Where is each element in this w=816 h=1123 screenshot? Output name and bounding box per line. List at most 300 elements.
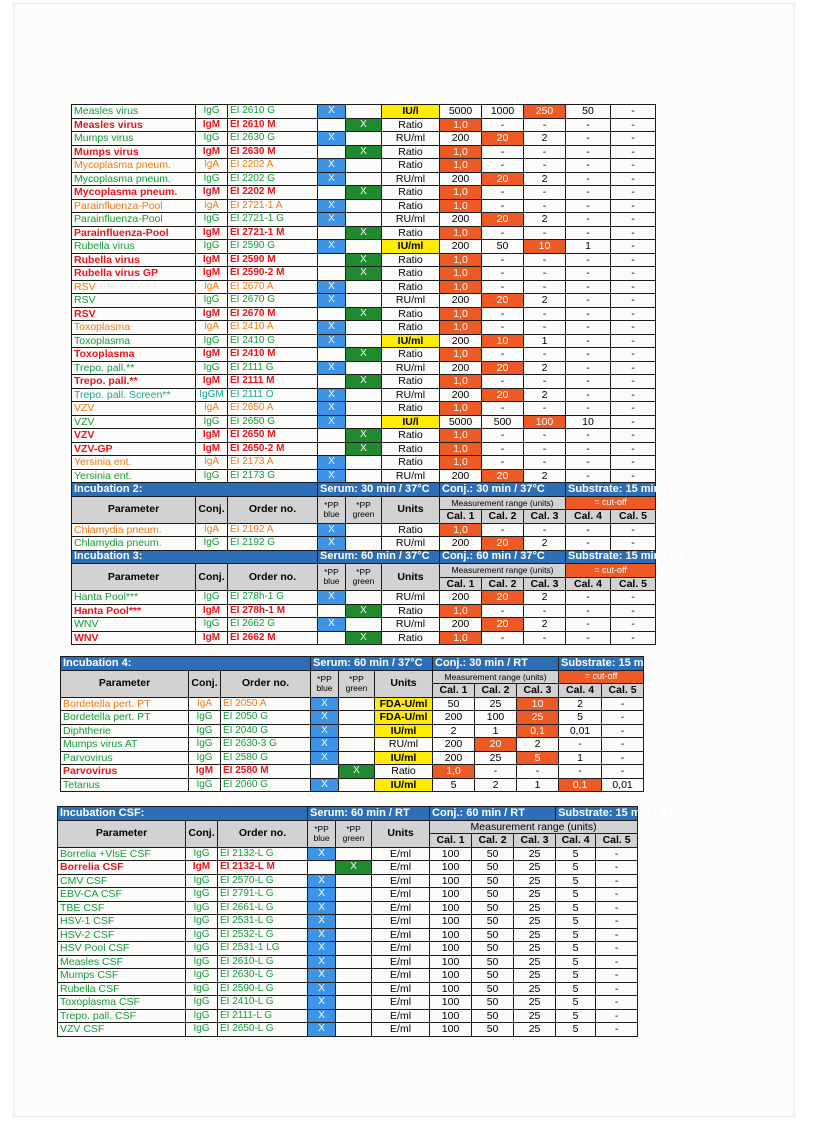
cal-2-cell: - bbox=[482, 402, 524, 416]
pp-green-cell bbox=[336, 847, 372, 861]
pp-blue-cell: X bbox=[318, 456, 346, 470]
conj-cell: IgM bbox=[196, 631, 228, 645]
units-cell: RU/ml bbox=[382, 618, 440, 632]
cal-3-cell: 2 bbox=[524, 213, 566, 227]
cal-3-cell: - bbox=[524, 145, 566, 159]
pp-green-cell: X bbox=[346, 186, 382, 200]
cal-4-cell: 5 bbox=[556, 901, 596, 915]
units-cell: Ratio bbox=[382, 523, 440, 537]
parameter-cell: RSV bbox=[72, 307, 196, 321]
cal-2-cell: 10 bbox=[482, 334, 524, 348]
conj-cell: IgG bbox=[196, 361, 228, 375]
table-row bbox=[72, 253, 656, 267]
cal-1-cell: 200 bbox=[433, 751, 475, 765]
cal-1-cell: 1,0 bbox=[440, 631, 482, 645]
parameter-cell: Trepo. pall.** bbox=[72, 375, 196, 389]
cal-5-cell: - bbox=[602, 724, 644, 738]
parameter-cell: Mumps virus bbox=[72, 145, 196, 159]
pp-green-cell bbox=[339, 711, 375, 725]
pp-green-cell bbox=[346, 105, 382, 119]
order-no-cell: EI 2662 G bbox=[228, 618, 318, 632]
parameter-cell: Trepo. pall.** bbox=[72, 361, 196, 375]
header-cal-2: Cal. 2 bbox=[472, 834, 514, 848]
table-row bbox=[58, 874, 638, 888]
cal-1-cell: 1,0 bbox=[440, 321, 482, 335]
cal-2-cell: - bbox=[482, 199, 524, 213]
cal-3-cell: 10 bbox=[517, 697, 559, 711]
pp-green-cell: X bbox=[346, 226, 382, 240]
column-header-row bbox=[58, 820, 638, 834]
pp-blue-cell: X bbox=[308, 901, 336, 915]
order-no-cell: EI 2721-1 G bbox=[228, 213, 318, 227]
substrate-time: Substrate: 15 min / RT bbox=[566, 483, 656, 497]
cal-2-cell: 50 bbox=[472, 969, 514, 983]
cal-1-cell: 100 bbox=[430, 996, 472, 1010]
cal-4-cell: 5 bbox=[559, 711, 602, 725]
cal-3-cell: - bbox=[524, 118, 566, 132]
parameter-cell: Mumps CSF bbox=[58, 969, 186, 983]
parameter-cell: VZV bbox=[72, 415, 196, 429]
header-cal-2: Cal. 2 bbox=[482, 510, 524, 524]
cal-1-cell: 1,0 bbox=[440, 523, 482, 537]
parameter-cell: Parvovirus bbox=[61, 765, 189, 779]
header-cal-4: Cal. 4 bbox=[566, 510, 611, 524]
pp-green-cell: X bbox=[346, 375, 382, 389]
units-cell: Ratio bbox=[375, 765, 433, 779]
pp-blue-cell: X bbox=[318, 334, 346, 348]
cal-3-cell: 25 bbox=[517, 711, 559, 725]
pp-green-cell bbox=[336, 928, 372, 942]
parameter-cell: Toxoplasma bbox=[72, 348, 196, 362]
parameter-cell: EBV-CA CSF bbox=[58, 888, 186, 902]
order-no-cell: EI 2040 G bbox=[221, 724, 311, 738]
cal-3-cell: 25 bbox=[514, 996, 556, 1010]
conj-cell: IgG bbox=[186, 969, 218, 983]
header-cutoff-legend: = cut-off bbox=[559, 670, 644, 684]
cal-4-cell: 1 bbox=[559, 751, 602, 765]
cal-3-cell: 2 bbox=[524, 469, 566, 483]
cal-2-cell: - bbox=[482, 321, 524, 335]
pp-green-cell bbox=[336, 1009, 372, 1023]
cal-2-cell: 20 bbox=[482, 537, 524, 551]
header-order-no: Order no. bbox=[228, 564, 318, 591]
header-measurement-range: Measurement range (units) bbox=[440, 564, 566, 578]
cal-1-cell: 200 bbox=[440, 213, 482, 227]
pp-blue-cell bbox=[318, 267, 346, 281]
pp-green-cell: X bbox=[339, 765, 375, 779]
pp-blue-cell: X bbox=[318, 321, 346, 335]
cal-4-cell: 5 bbox=[556, 888, 596, 902]
table-row bbox=[72, 415, 656, 429]
cal-2-cell: 20 bbox=[482, 294, 524, 308]
header-units: Units bbox=[375, 670, 433, 697]
parameter-cell: VZV CSF bbox=[58, 1023, 186, 1037]
pp-green-cell bbox=[346, 213, 382, 227]
cal-5-cell: - bbox=[611, 348, 656, 362]
cal-4-cell: - bbox=[566, 334, 611, 348]
cal-3-cell: 5 bbox=[517, 751, 559, 765]
cal-5-cell: - bbox=[611, 402, 656, 416]
cal-5-cell: - bbox=[596, 982, 638, 996]
cal-2-cell: - bbox=[482, 307, 524, 321]
table-row bbox=[58, 928, 638, 942]
pp-green-cell bbox=[346, 172, 382, 186]
units-cell: E/ml bbox=[372, 901, 430, 915]
cal-5-cell: - bbox=[611, 159, 656, 173]
header-conj: Conj. bbox=[196, 564, 228, 591]
header-cal-5: Cal. 5 bbox=[602, 684, 644, 698]
cal-2-cell: - bbox=[482, 145, 524, 159]
header-order-no: Order no. bbox=[218, 820, 308, 847]
cal-5-cell: - bbox=[596, 1023, 638, 1037]
cal-1-cell: 1,0 bbox=[440, 442, 482, 456]
order-no-cell: EI 2570-L G bbox=[218, 874, 308, 888]
cal-1-cell: 1,0 bbox=[440, 456, 482, 470]
order-no-cell: EI 2590 G bbox=[228, 240, 318, 254]
cal-1-cell: 1,0 bbox=[440, 348, 482, 362]
table-row bbox=[72, 456, 656, 470]
conj-cell: IgG bbox=[186, 982, 218, 996]
cal-1-cell: 1,0 bbox=[440, 199, 482, 213]
units-cell: Ratio bbox=[382, 280, 440, 294]
cal-5-cell: - bbox=[611, 240, 656, 254]
cal-3-cell: - bbox=[524, 321, 566, 335]
header-cal-3: Cal. 3 bbox=[517, 684, 559, 698]
cal-5-cell: - bbox=[611, 591, 656, 605]
pp-blue-cell: X bbox=[318, 294, 346, 308]
pp-green-cell bbox=[339, 751, 375, 765]
header-cal-2: Cal. 2 bbox=[482, 577, 524, 591]
incubation-1-3-table bbox=[71, 104, 685, 645]
conj-cell: IgG bbox=[189, 738, 221, 752]
cal-4-cell: - bbox=[566, 402, 611, 416]
pp-green-cell bbox=[336, 982, 372, 996]
units-cell: FDA-U/ml bbox=[375, 711, 433, 725]
parameter-cell: VZV-GP bbox=[72, 442, 196, 456]
order-no-cell: EI 2630-L G bbox=[218, 969, 308, 983]
units-cell: E/ml bbox=[372, 969, 430, 983]
cal-5-cell: - bbox=[596, 847, 638, 861]
table-row bbox=[58, 901, 638, 915]
pp-blue-cell: X bbox=[318, 361, 346, 375]
cal-3-cell: 2 bbox=[524, 361, 566, 375]
parameter-cell: VZV bbox=[72, 402, 196, 416]
order-no-cell: EI 2721-1 M bbox=[228, 226, 318, 240]
pp-green-cell bbox=[346, 280, 382, 294]
cal-5-cell: - bbox=[611, 537, 656, 551]
units-cell: IU/ml bbox=[375, 778, 433, 792]
conj-time: Conj.: 60 min / RT bbox=[430, 807, 556, 821]
order-no-cell: EI 2670 A bbox=[228, 280, 318, 294]
pp-green-cell bbox=[339, 724, 375, 738]
cal-2-cell: 20 bbox=[475, 738, 517, 752]
pp-green-cell bbox=[339, 778, 375, 792]
pp-blue-cell bbox=[311, 765, 339, 779]
header-pp-green: *PP green bbox=[346, 564, 382, 591]
cal-2-cell: 20 bbox=[482, 388, 524, 402]
order-no-cell: EI 2650 A bbox=[228, 402, 318, 416]
cal-5-cell: - bbox=[611, 186, 656, 200]
cal-2-cell: 20 bbox=[482, 361, 524, 375]
cal-1-cell: 200 bbox=[440, 537, 482, 551]
cal-2-cell: 50 bbox=[472, 874, 514, 888]
table-row bbox=[72, 118, 656, 132]
incubation-csf-band bbox=[58, 807, 638, 821]
order-no-cell: EI 2610 G bbox=[228, 105, 318, 119]
cal-1-cell: 50 bbox=[433, 697, 475, 711]
header-conj: Conj. bbox=[189, 670, 221, 697]
header-pp-blue: *PP blue bbox=[318, 496, 346, 523]
incubation-csf-table bbox=[57, 806, 675, 1037]
cal-3-cell: 25 bbox=[514, 982, 556, 996]
cal-5-cell: - bbox=[596, 861, 638, 875]
table-row bbox=[72, 172, 656, 186]
cal-4-cell: 0,01 bbox=[559, 724, 602, 738]
cal-3-cell: - bbox=[524, 280, 566, 294]
cal-2-cell: 25 bbox=[475, 751, 517, 765]
pp-green-cell bbox=[346, 334, 382, 348]
cal-4-cell: - bbox=[566, 199, 611, 213]
cal-5-cell: - bbox=[611, 631, 656, 645]
cal-2-cell: 100 bbox=[475, 711, 517, 725]
cal-2-cell: 20 bbox=[482, 618, 524, 632]
header-cal-1: Cal. 1 bbox=[430, 834, 472, 848]
cal-4-cell: 1 bbox=[566, 240, 611, 254]
cal-1-cell: 100 bbox=[430, 915, 472, 929]
order-no-cell: EI 2662 M bbox=[228, 631, 318, 645]
pp-green-cell bbox=[346, 415, 382, 429]
cal-3-cell: - bbox=[524, 429, 566, 443]
cal-1-cell: 200 bbox=[440, 240, 482, 254]
cal-4-cell: - bbox=[566, 537, 611, 551]
units-cell: RU/ml bbox=[382, 537, 440, 551]
pp-green-cell bbox=[346, 159, 382, 173]
pp-blue-cell: X bbox=[318, 199, 346, 213]
order-no-cell: EI 2650-L G bbox=[218, 1023, 308, 1037]
units-cell: Ratio bbox=[382, 348, 440, 362]
header-cal-5: Cal. 5 bbox=[596, 834, 638, 848]
cal-4-cell: 5 bbox=[556, 874, 596, 888]
order-no-cell: EI 2650 M bbox=[228, 429, 318, 443]
parameter-cell: HSV-1 CSF bbox=[58, 915, 186, 929]
pp-blue-cell: X bbox=[318, 618, 346, 632]
cal-3-cell: 25 bbox=[514, 915, 556, 929]
header-cal-1: Cal. 1 bbox=[433, 684, 475, 698]
cal-2-cell: 20 bbox=[482, 132, 524, 146]
cal-5-cell: - bbox=[611, 429, 656, 443]
cal-2-cell: 50 bbox=[472, 955, 514, 969]
parameter-cell: Toxoplasma bbox=[72, 321, 196, 335]
order-no-cell: EI 2580 M bbox=[221, 765, 311, 779]
units-cell: Ratio bbox=[382, 186, 440, 200]
conj-cell: IgA bbox=[196, 199, 228, 213]
header-pp-green: *PP green bbox=[339, 670, 375, 697]
order-no-cell: EI 2610 M bbox=[228, 118, 318, 132]
header-cutoff-legend: = cut-off bbox=[566, 564, 656, 578]
header-cal-2: Cal. 2 bbox=[475, 684, 517, 698]
table-row bbox=[72, 321, 656, 335]
cal-3-cell: 25 bbox=[514, 928, 556, 942]
table-row bbox=[72, 442, 656, 456]
table-row bbox=[61, 738, 644, 752]
cal-1-cell: 100 bbox=[430, 969, 472, 983]
cal-4-cell: - bbox=[566, 375, 611, 389]
conj-cell: IgG bbox=[189, 724, 221, 738]
conj-cell: IgG bbox=[186, 847, 218, 861]
conj-cell: IgA bbox=[196, 159, 228, 173]
cal-5-cell: - bbox=[602, 751, 644, 765]
table-row bbox=[72, 388, 656, 402]
cal-1-cell: 1,0 bbox=[440, 307, 482, 321]
parameter-cell: RSV bbox=[72, 280, 196, 294]
pp-green-cell bbox=[346, 402, 382, 416]
cal-2-cell: 50 bbox=[472, 982, 514, 996]
parameter-cell: Borrelia CSF bbox=[58, 861, 186, 875]
pp-green-cell: X bbox=[346, 253, 382, 267]
conj-cell: IgG bbox=[186, 1023, 218, 1037]
table-row bbox=[72, 429, 656, 443]
table-row bbox=[72, 604, 656, 618]
units-cell: FDA-U/ml bbox=[375, 697, 433, 711]
parameter-cell: Measles virus bbox=[72, 105, 196, 119]
cal-4-cell: - bbox=[566, 280, 611, 294]
table-row bbox=[72, 226, 656, 240]
table-row bbox=[58, 1009, 638, 1023]
cal-3-cell: - bbox=[524, 186, 566, 200]
table-row bbox=[58, 915, 638, 929]
cal-3-cell: 0,1 bbox=[517, 724, 559, 738]
parameter-cell: Measles CSF bbox=[58, 955, 186, 969]
conj-cell: IgA bbox=[196, 523, 228, 537]
cal-5-cell: - bbox=[596, 915, 638, 929]
table-row bbox=[61, 724, 644, 738]
order-no-cell: EI 2590 M bbox=[228, 253, 318, 267]
cal-1-cell: 200 bbox=[433, 738, 475, 752]
cal-2-cell: 50 bbox=[472, 861, 514, 875]
pp-blue-cell: X bbox=[308, 915, 336, 929]
cal-1-cell: 200 bbox=[440, 591, 482, 605]
cal-4-cell: 5 bbox=[556, 928, 596, 942]
cal-5-cell: - bbox=[596, 888, 638, 902]
cal-5-cell: - bbox=[596, 969, 638, 983]
pp-blue-cell: X bbox=[311, 711, 339, 725]
cal-3-cell: - bbox=[524, 631, 566, 645]
cal-5-cell: - bbox=[611, 334, 656, 348]
cal-4-cell: - bbox=[566, 159, 611, 173]
table-row bbox=[72, 159, 656, 173]
pp-green-cell bbox=[336, 1023, 372, 1037]
cal-4-cell: - bbox=[566, 132, 611, 146]
serum-time: Serum: 60 min / 37°C bbox=[311, 657, 433, 671]
cal-3-cell: 25 bbox=[514, 942, 556, 956]
units-cell: E/ml bbox=[372, 1009, 430, 1023]
table-row bbox=[72, 618, 656, 632]
pp-blue-cell: X bbox=[308, 1009, 336, 1023]
pp-blue-cell: X bbox=[311, 724, 339, 738]
header-parameter: Parameter bbox=[72, 564, 196, 591]
cal-1-cell: 100 bbox=[430, 955, 472, 969]
units-cell: Ratio bbox=[382, 429, 440, 443]
cal-5-cell: - bbox=[611, 604, 656, 618]
cal-3-cell: - bbox=[524, 226, 566, 240]
cal-4-cell: - bbox=[566, 456, 611, 470]
units-cell: E/ml bbox=[372, 982, 430, 996]
table-row bbox=[72, 105, 656, 119]
order-no-cell: EI 2410 A bbox=[228, 321, 318, 335]
conj-cell: IgG bbox=[196, 537, 228, 551]
parameter-cell: Mumps virus bbox=[72, 132, 196, 146]
cal-2-cell: - bbox=[482, 267, 524, 281]
conj-cell: IgG bbox=[186, 901, 218, 915]
conj-time: Conj.: 30 min / 37°C bbox=[440, 483, 566, 497]
conj-cell: IgM bbox=[196, 253, 228, 267]
pp-green-cell bbox=[336, 888, 372, 902]
cal-4-cell: - bbox=[566, 213, 611, 227]
cal-2-cell: 50 bbox=[472, 901, 514, 915]
units-cell: IU/l bbox=[382, 105, 440, 119]
order-no-cell: EI 2532-L G bbox=[218, 928, 308, 942]
order-no-cell: EI 2531-L G bbox=[218, 915, 308, 929]
conj-cell: IgM bbox=[196, 375, 228, 389]
cal-5-cell: - bbox=[611, 226, 656, 240]
table-row bbox=[58, 847, 638, 861]
cal-3-cell: 25 bbox=[514, 847, 556, 861]
cal-4-cell: - bbox=[566, 361, 611, 375]
column-header-row bbox=[61, 670, 644, 684]
order-no-cell: EI 2410 G bbox=[228, 334, 318, 348]
units-cell: E/ml bbox=[372, 888, 430, 902]
table-row bbox=[72, 145, 656, 159]
serum-time: Serum: 60 min / 37°C bbox=[318, 550, 440, 564]
order-no-cell: EI 2111 M bbox=[228, 375, 318, 389]
units-cell: E/ml bbox=[372, 874, 430, 888]
cal-4-cell: - bbox=[566, 631, 611, 645]
table-row bbox=[72, 213, 656, 227]
cal-3-cell: - bbox=[524, 159, 566, 173]
cal-1-cell: 1,0 bbox=[440, 375, 482, 389]
conj-time: Conj.: 60 min / 37°C bbox=[440, 550, 566, 564]
parameter-cell: Rubella virus GP bbox=[72, 267, 196, 281]
table-row bbox=[72, 199, 656, 213]
parameter-cell: TBE CSF bbox=[58, 901, 186, 915]
cal-4-cell: 5 bbox=[556, 982, 596, 996]
conj-cell: IgM bbox=[196, 226, 228, 240]
pp-green-cell: X bbox=[346, 307, 382, 321]
cal-5-cell: - bbox=[611, 105, 656, 119]
cal-2-cell: - bbox=[482, 253, 524, 267]
cal-3-cell: - bbox=[524, 456, 566, 470]
cal-1-cell: 1,0 bbox=[440, 604, 482, 618]
cal-5-cell: - bbox=[611, 213, 656, 227]
cal-1-cell: 1,0 bbox=[440, 159, 482, 173]
cal-1-cell: 100 bbox=[430, 982, 472, 996]
cal-5-cell: - bbox=[611, 132, 656, 146]
table-row bbox=[72, 280, 656, 294]
conj-cell: IgA bbox=[189, 697, 221, 711]
header-pp-green: *PP green bbox=[336, 820, 372, 847]
pp-green-cell bbox=[346, 132, 382, 146]
cal-4-cell: 5 bbox=[556, 915, 596, 929]
order-no-cell: EI 2661-L G bbox=[218, 901, 308, 915]
cal-1-cell: 1,0 bbox=[440, 118, 482, 132]
pp-blue-cell: X bbox=[311, 778, 339, 792]
header-units: Units bbox=[382, 496, 440, 523]
units-cell: Ratio bbox=[382, 199, 440, 213]
conj-cell: IgG bbox=[189, 778, 221, 792]
cal-2-cell: 20 bbox=[482, 469, 524, 483]
conj-cell: IgM bbox=[189, 765, 221, 779]
conj-cell: IgG bbox=[189, 711, 221, 725]
